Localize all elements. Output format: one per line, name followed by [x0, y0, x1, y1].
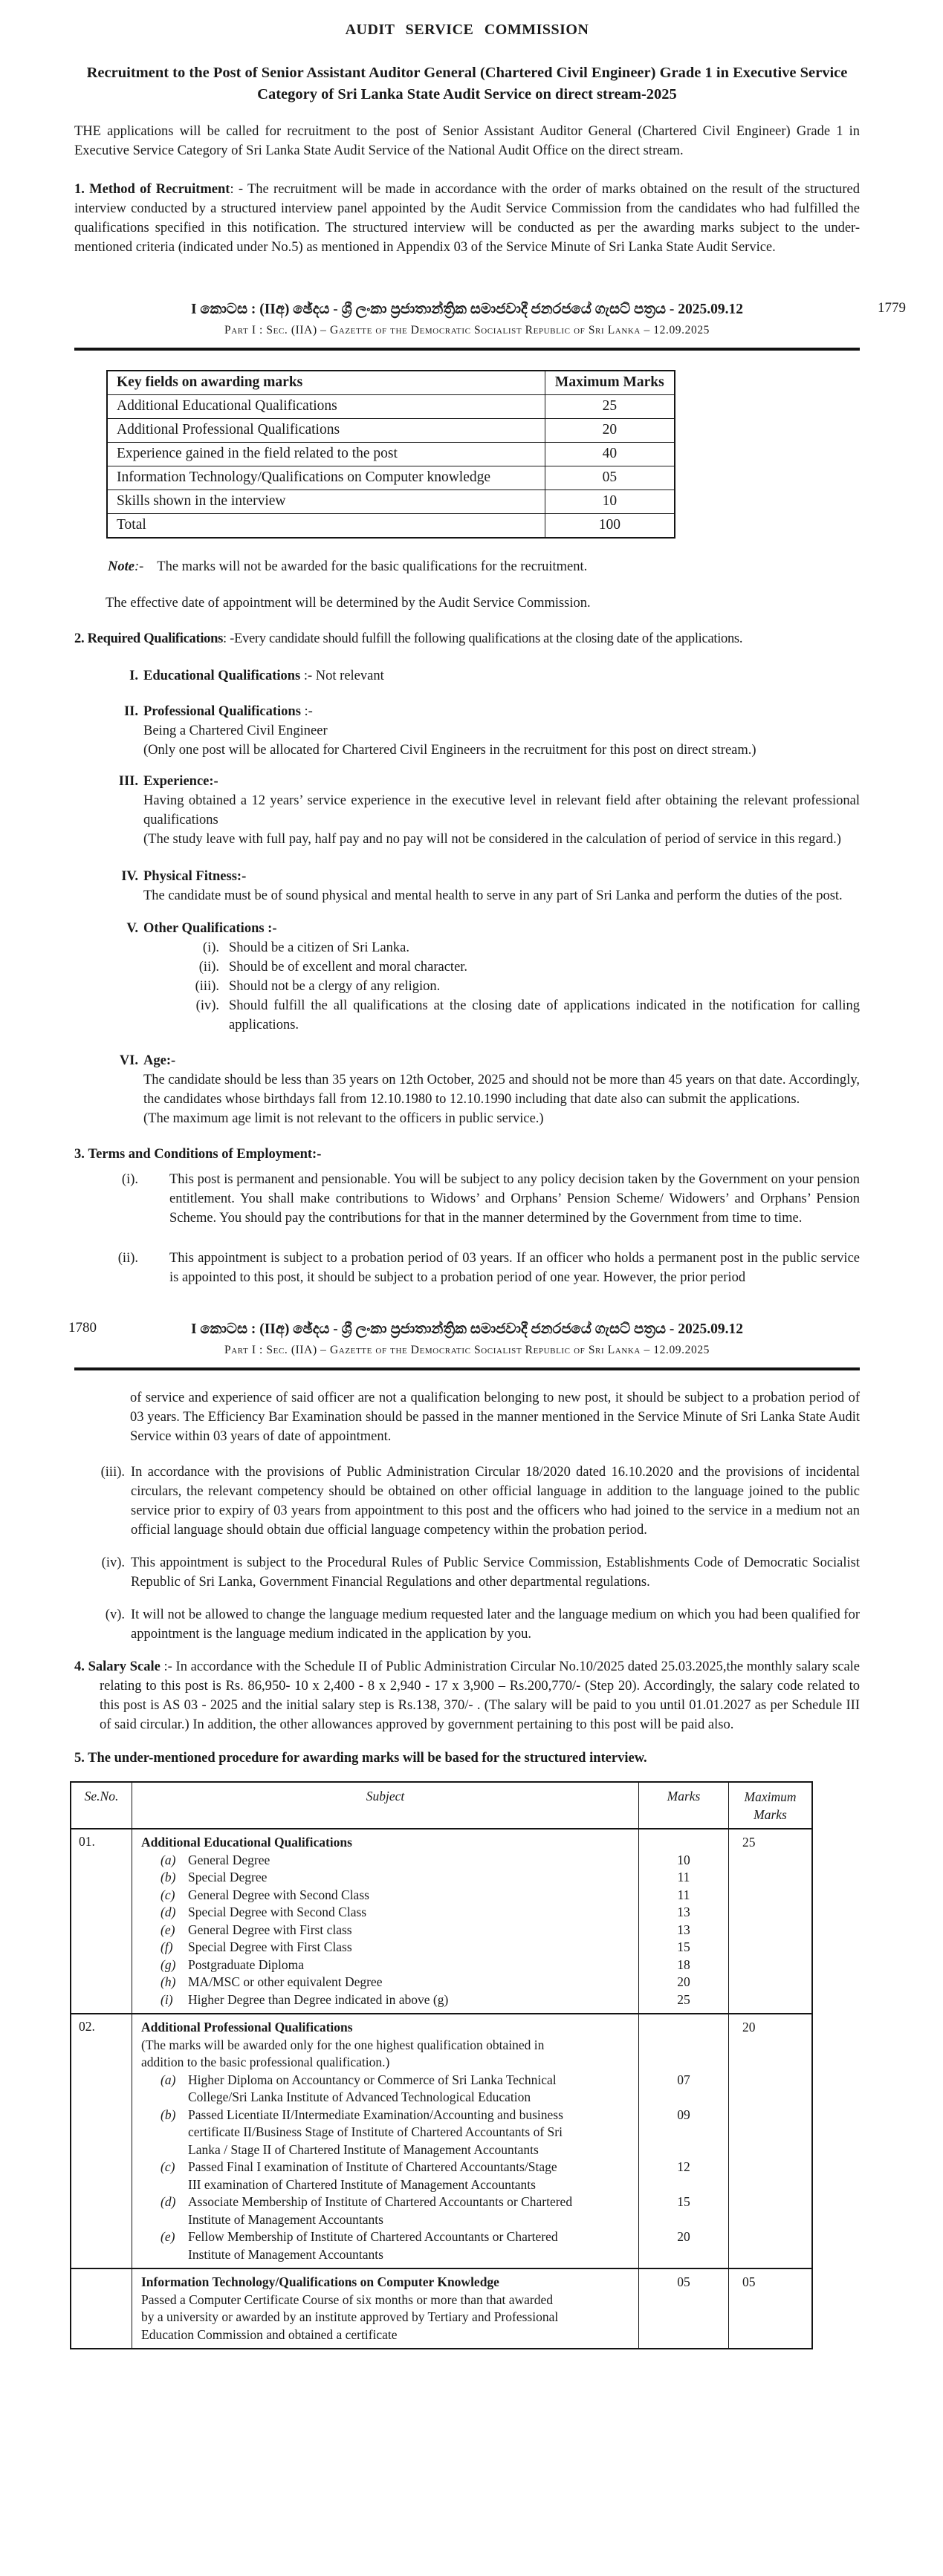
- section-5-label: The under-mentioned procedure for awarding marks will be based for the structured interview.: [88, 1750, 647, 1766]
- marks-value: [639, 2089, 728, 2107]
- qualification-educational: [74, 666, 860, 686]
- marks-value: 09: [677, 2107, 690, 2122]
- marks-value: [639, 2141, 728, 2159]
- gazette-english-line-p2: Part I : Sec. (IIA) – Gazette of the Democratic Socialist Republic of Sri Lanka – 12.09.2025: [224, 1344, 710, 1356]
- field-label: Skills shown in the interview: [107, 490, 545, 514]
- subject-line: (b) Special Degree: [161, 1870, 268, 1884]
- marks-value: 25: [677, 1991, 690, 2007]
- qualification-professional: [74, 702, 860, 760]
- gazette-sinhala-line-p1: I කොටස : (IIඅ) ඡේදය - ශ්‍රී ලංකා ප්‍රජාතාන්ත්‍රික සමාජවාදී ජනරජයේ ගැසට් පත්‍රය - 2025.09.12: [190, 302, 744, 317]
- field-label: Experience gained in the field related to the post: [107, 443, 545, 466]
- terms-item-ii-continuation: of service and experience of said officer are not a qualification belonging to new post, it should be subject to a probation period of 03 years. The Efficiency Bar Examination should be passed in the manner mentioned in the Service Minute of Sri Lanka State Audit Service within 03 years of date of appointment.: [130, 1391, 860, 1444]
- item-text: Should be of excellent and moral character.: [229, 960, 468, 975]
- marks-value: 10: [545, 490, 675, 514]
- subject-line: (h) MA/MSC or other equivalent Degree: [161, 1974, 383, 1989]
- table-row: [107, 419, 675, 443]
- row-max-marks-cell: [729, 1829, 811, 2013]
- row-seno: 02.: [71, 2014, 132, 2268]
- gazette-rule-p1: [74, 348, 860, 351]
- item-text: This appointment is subject to the Procedural Rules of Public Service Commission, Establishments Code of Democratic Socialist Republic of Sri Lanka, Government Financial Regulations and other departmental regulations.: [131, 1555, 860, 1590]
- marks-value: 100: [545, 514, 675, 539]
- marks-value: [639, 2246, 728, 2264]
- item-text: In accordance with the provisions of Public Administration Circular 18/2020 dated 16.10.2020 and the provisions of incidental circulars, the relevant competency should be obtained on other official language in addition to the language joined to the public service prior to expiry of 03 years from appointment to this post and the officers who had joined to the service in a medium not an official language should obtain due official language competency within the probation period.: [131, 1465, 860, 1538]
- qual-title-rest: :-: [304, 704, 313, 719]
- qual-title: Professional Qualifications: [143, 704, 301, 719]
- section-3-number: 3.: [74, 1147, 85, 1162]
- salary-scale-paragraph: [74, 1657, 860, 1734]
- gazette-page-number-1779: 1779: [878, 300, 906, 316]
- terms-item-v: [74, 1605, 860, 1644]
- header-subject: Subject: [132, 1783, 639, 1828]
- subject-line: (i) Higher Degree than Degree indicated in above (g): [161, 1991, 449, 2007]
- qualification-other: [74, 919, 860, 1035]
- subject-line: (The marks will be awarded only for the one highest qualification obtained in: [141, 2037, 545, 2052]
- qual-body-line: (The study leave with full pay, half pay and no pay will not be considered in the calculation of period of service in this regard.): [143, 832, 841, 847]
- marks-value: 05: [545, 466, 675, 490]
- subject-line: Institute of Management Accountants: [188, 2211, 383, 2227]
- subject-line: (c) Passed Final I examination of Institute of Chartered Accountants/Stage: [161, 2159, 557, 2174]
- qual-title: Age:-: [143, 1053, 176, 1068]
- marks-value: 20: [677, 2229, 690, 2244]
- table-row: [107, 466, 675, 490]
- other-qual-item: [74, 957, 860, 977]
- subject-line: (f) Special Degree with First Class: [161, 1939, 352, 1954]
- header-marks: Marks: [639, 1783, 729, 1828]
- marks-value: [639, 1834, 728, 1852]
- marks-value: 13: [677, 1905, 690, 1919]
- marks-value: 15: [677, 2194, 690, 2209]
- max-marks-value: 05: [742, 2274, 756, 2289]
- field-label: Information Technology/Qualifications on Computer knowledge: [107, 466, 545, 490]
- procedure-marks-table: [70, 1781, 813, 2349]
- required-qualifications-paragraph: [74, 629, 860, 648]
- subject-line: (c) General Degree with Second Class: [161, 1887, 369, 1902]
- awarding-marks-table: [106, 370, 675, 539]
- table-row: [107, 395, 675, 419]
- recruitment-heading: Recruitment to the Post of Senior Assistant Auditor General (Chartered Civil Engineer) Grade 1 in Executive Service Category of Sri Lanka State Audit Service on direct stream-2025: [86, 65, 848, 103]
- field-label: Total: [107, 514, 545, 539]
- marks-value: 10: [677, 1852, 690, 1867]
- table-row: [107, 490, 675, 514]
- awarding-marks-header-field: Key fields on awarding marks: [107, 371, 545, 395]
- marks-value: 20: [545, 419, 675, 443]
- subject-line: (d) Special Degree with Second Class: [161, 1905, 367, 1919]
- note-label: Note: [108, 559, 135, 574]
- note-separator: :-: [134, 559, 144, 574]
- qual-title-rest: :- Not relevant: [303, 669, 384, 683]
- subject-line: (g) Postgraduate Diploma: [161, 1957, 305, 1972]
- section-3-label: Terms and Conditions of Employment:-: [88, 1147, 322, 1162]
- subject-line: (a) Higher Diploma on Accountancy or Commerce of Sri Lanka Technical: [161, 2072, 557, 2087]
- qual-number: VI.: [119, 1053, 138, 1068]
- procedure-table-header-row: [71, 1783, 811, 1828]
- item-number: (iv).: [195, 998, 219, 1013]
- subject-line: III examination of Chartered Institute of Management Accountants: [188, 2176, 536, 2192]
- gazette-english-line-p1: Part I : Sec. (IIA) – Gazette of the Democratic Socialist Republic of Sri Lanka – 12.09.2025: [224, 324, 710, 336]
- row-max-marks-cell: [729, 2014, 811, 2268]
- marks-value: 11: [677, 1870, 690, 1884]
- item-number: (ii).: [117, 1251, 138, 1266]
- item-text: Should be a citizen of Sri Lanka.: [229, 940, 410, 955]
- table-row: [107, 514, 675, 539]
- item-number: (i).: [121, 1172, 138, 1187]
- subject-line: (e) Fellow Membership of Institute of Chartered Accountants or Chartered: [161, 2229, 558, 2244]
- terms-item-iv: [74, 1553, 860, 1592]
- qual-title: Physical Fitness:-: [143, 869, 247, 884]
- marks-value: 15: [677, 1939, 690, 1954]
- terms-heading: [74, 1145, 860, 1164]
- row-subject-cell: [132, 2269, 639, 2348]
- qual-body-line: The candidate must be of sound physical and mental health to serve in any part of Sri Lanka and perform the duties of the post.: [143, 888, 843, 903]
- qual-number: II.: [123, 704, 138, 719]
- procedure-row-01: [71, 1828, 811, 2013]
- field-label: Additional Professional Qualifications: [107, 419, 545, 443]
- note-text: The marks will not be awarded for the basic qualifications for the recruitment.: [157, 559, 588, 574]
- max-marks-value: 25: [742, 1835, 756, 1850]
- terms-item-ii: [74, 1249, 860, 1287]
- procedure-row-it: [71, 2268, 811, 2348]
- subject-line: certificate II/Business Stage of Institute of Chartered Accountants of Sri: [188, 2124, 563, 2139]
- marks-value: [639, 2292, 728, 2309]
- qual-body-line: (The maximum age limit is not relevant to the officers in public service.): [143, 1111, 544, 1126]
- intro-paragraph: THE applications will be called for recruitment to the post of Senior Assistant Auditor General (Chartered Civil Engineer) Grade 1 in Executive Service Category of Sri Lanka State Audit Service of the National Audit Office on the direct stream.: [74, 124, 860, 158]
- section-5-number: 5.: [74, 1750, 85, 1766]
- subject-line: (d) Associate Membership of Institute of Chartered Accountants or Chartered: [161, 2194, 573, 2209]
- row-subject-cell: [132, 1829, 639, 2013]
- subject-line: (a) General Degree: [161, 1852, 270, 1867]
- procedure-heading: [74, 1749, 860, 1768]
- qual-number: I.: [129, 669, 138, 683]
- note-paragraph: [108, 559, 860, 575]
- item-text: Should not be a clergy of any religion.: [229, 979, 441, 994]
- marks-value: [639, 2054, 728, 2072]
- procedure-row-02: [71, 2013, 811, 2268]
- marks-value: [639, 2309, 728, 2326]
- gazette-header-page2: [68, 1320, 860, 1370]
- qual-title: Experience:-: [143, 774, 218, 789]
- row-subject-cell: [132, 2014, 639, 2268]
- qual-number: IV.: [121, 869, 138, 884]
- item-number: (iii).: [100, 1465, 125, 1480]
- subject-line: (e) General Degree with First class: [161, 1922, 352, 1937]
- marks-value: 12: [677, 2159, 690, 2174]
- marks-value: [639, 2326, 728, 2344]
- qual-title: Other Qualifications :-: [143, 921, 277, 936]
- item-number: (iii).: [195, 979, 219, 994]
- terms-item-iii: [74, 1463, 860, 1540]
- method-of-recruitment-paragraph: [74, 180, 860, 257]
- other-qual-item: [74, 977, 860, 996]
- subject-line: (b) Passed Licentiate II/Intermediate Examination/Accounting and business: [161, 2107, 563, 2122]
- subject-title: Additional Professional Qualifications: [141, 2020, 353, 2035]
- marks-value: 20: [677, 1974, 690, 1989]
- marks-value: 40: [545, 443, 675, 466]
- qualification-experience: [74, 772, 860, 849]
- marks-value: 05: [677, 2274, 690, 2289]
- qualification-age: [74, 1051, 860, 1128]
- section-4-number: 4.: [74, 1659, 85, 1674]
- item-number: (iv).: [101, 1555, 125, 1570]
- row-seno: 01.: [71, 1829, 132, 2013]
- header-maximum-marks: Maximum Marks: [744, 1789, 797, 1822]
- terms-item-i: [74, 1170, 860, 1228]
- header-seno: Se.No.: [71, 1783, 132, 1828]
- item-number: (ii).: [198, 960, 219, 975]
- gazette-sinhala-line-p2: I කොටස : (IIඅ) ඡේදය - ශ්‍රී ලංකා ප්‍රජාතාන්ත්‍රික සමාජවාදී ජනරජයේ ගැසට් පත්‍රය - 2025.09.12: [190, 1321, 744, 1337]
- qual-body-line: (Only one post will be allocated for Chartered Civil Engineers in the recruitment for this post on direct stream.): [143, 743, 756, 758]
- awarding-marks-header-row: [107, 371, 675, 395]
- max-marks-value: 20: [742, 2020, 756, 2035]
- gazette-rule-p2: [74, 1367, 860, 1370]
- other-qual-item: [74, 996, 860, 1035]
- qual-body-line: Being a Chartered Civil Engineer: [143, 723, 328, 738]
- subject-line: Institute of Management Accountants: [188, 2246, 383, 2262]
- gazette-page-number-1780: 1780: [68, 1320, 97, 1336]
- subject-line: Passed a Computer Certificate Course of six months or more than that awarded: [141, 2292, 554, 2307]
- table-row: [107, 443, 675, 466]
- marks-value: 11: [677, 1887, 690, 1902]
- section-2-text: : -Every candidate should fulfill the following qualifications at the closing date of the applications.: [223, 631, 743, 646]
- section-2-label: Required Qualifications: [87, 631, 224, 646]
- section-1-text: : - The recruitment will be made in accordance with the order of marks obtained on the result of the structured interview conducted by a structured interview panel appointed by the Audit Service Commission from the candidates who had fulfilled the qualifications specified in this notification. The structured interview will be conducted as per the awarding marks subject to the under-mentioned criteria (indicated under No.5) as mentioned in Appendix 03 of the Service Minute of Sri Lanka State Audit Service.: [74, 182, 861, 255]
- item-text: This appointment is subject to a probation period of 03 years. If an officer who holds a permanent post in the public service is appointed to this post, it should be subject to a probation period of one year. However, the prior period: [169, 1251, 860, 1285]
- row-max-marks-cell: [729, 2269, 811, 2348]
- item-text: This post is permanent and pensionable. You will be subject to any policy decision taken by the Government on your pension entitlement. You shall make contributions to Widows’ and Orphans’ Pension Scheme/ Widowers’ and Orphans’ Pension Scheme. You should pay the contributions for that in the manner determined by the Government from time to time.: [169, 1172, 860, 1226]
- marks-value: [639, 2211, 728, 2229]
- marks-value: [639, 2037, 728, 2055]
- item-text: Should fulfill the all qualifications at the closing date of applications indicated in the notification for calling applications.: [229, 998, 860, 1032]
- awarding-marks-header-max: Maximum Marks: [545, 371, 675, 395]
- subject-line: College/Sri Lanka Institute of Advanced Technological Education: [188, 2089, 531, 2104]
- effective-date-paragraph: The effective date of appointment will be determined by the Audit Service Commission.: [106, 596, 591, 611]
- section-1-label: Method of Recruitment: [89, 182, 230, 197]
- subject-line: Lanka / Stage II of Chartered Institute of Management Accountants: [188, 2141, 539, 2157]
- marks-value: 18: [677, 1957, 690, 1972]
- row-marks-cell: [639, 1829, 729, 2013]
- qual-body-line: Having obtained a 12 years’ service experience in the executive level in relevant field after obtaining the relevant professional qualifications: [143, 793, 860, 827]
- subject-title: Additional Educational Qualifications: [141, 1835, 352, 1850]
- item-text: It will not be allowed to change the language medium requested later and the language medium on which you had been qualified for appointment is the language medium indicated in the application by you.: [131, 1607, 860, 1642]
- document-title: AUDIT SERVICE COMMISSION: [345, 22, 589, 38]
- marks-value: [639, 2124, 728, 2141]
- section-4-label: Salary Scale: [88, 1659, 161, 1674]
- qualification-physical-fitness: [74, 867, 860, 905]
- item-number: (v).: [105, 1607, 125, 1622]
- subject-title: Information Technology/Qualifications on Computer Knowledge: [141, 2274, 499, 2289]
- row-marks-cell: [639, 2269, 729, 2348]
- section-4-text: :- In accordance with the Schedule II of Public Administration Circular No.10/2025 dated 25.03.2025,the monthly salary scale relating to this post is Rs. 86,950- 10 x 2,400 - 8 x 2,940 - 17 x 3,900 – Rs.200,770/- (Step 20). Accordingly, the salary code related to this post is AS 03 - 2025 and the initial salary step is Rs.138, 370/- . (The salary will be paid to you until 01.01.2027 as per Schedule III of said circular.) In addition, the other allowances approved by government pertaining to this post will be paid also.: [100, 1659, 861, 1732]
- section-1-number: 1.: [74, 182, 85, 197]
- row-marks-cell: [639, 2014, 729, 2268]
- qual-number: III.: [118, 774, 138, 789]
- field-label: Additional Educational Qualifications: [107, 395, 545, 419]
- qual-body-line: The candidate should be less than 35 years on 12th October, 2025 and should not be more than 45 years on that date. Accordingly, the candidates whose birthdays fall from 12.10.1980 to 12.10.1990 including that date also can submit the applications.: [143, 1073, 860, 1107]
- section-2-number: 2.: [74, 631, 85, 646]
- subject-line: by a university or awarded by an institute approved by Tertiary and Professional: [141, 2309, 559, 2324]
- marks-value: [639, 2176, 728, 2194]
- other-qual-item: [74, 938, 860, 957]
- marks-value: [639, 2019, 728, 2037]
- marks-value: 25: [545, 395, 675, 419]
- qual-number: V.: [126, 921, 138, 936]
- subject-line: Education Commission and obtained a certificate: [141, 2326, 398, 2342]
- item-number: (i).: [202, 940, 219, 955]
- row-seno: [71, 2269, 132, 2348]
- qual-title: Educational Qualifications: [143, 669, 301, 683]
- marks-value: 07: [677, 2072, 690, 2087]
- subject-line: addition to the basic professional qualification.): [141, 2055, 390, 2069]
- marks-value: 13: [677, 1922, 690, 1937]
- gazette-header-page1: [74, 300, 906, 351]
